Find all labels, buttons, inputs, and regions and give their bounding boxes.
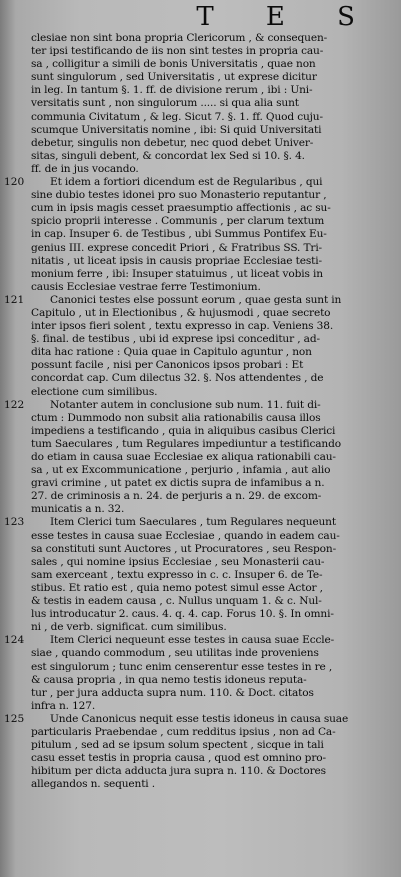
paragraph-number: 122 xyxy=(4,398,25,411)
line-text: in leg. In tantum §. 1. ff. de divisione rerum , ibi : Uni- xyxy=(31,84,313,97)
line-text: clesiae non sint bona propria Clericorum , & consequen- xyxy=(31,32,328,44)
paragraph-number: 123 xyxy=(4,516,25,529)
text-line xyxy=(4,739,397,752)
text-line xyxy=(4,543,397,556)
text-line xyxy=(4,451,397,464)
paragraph-number: 121 xyxy=(4,293,25,306)
line-text: pitulum , sed ad se ipsum solum spectent , sicque in tali xyxy=(31,739,324,752)
line-text: versitatis sunt , non singulorum ..... si qua alia sunt xyxy=(31,97,299,110)
text-line xyxy=(4,137,397,150)
line-text: in cap. Insuper 6. de Testibus , ubi Summus Pontifex Eu- xyxy=(31,228,327,241)
text-line xyxy=(4,307,397,320)
line-text: spicio proprii interesse . Communis , per clarum textum xyxy=(31,215,325,228)
text-line xyxy=(4,97,397,110)
text-line xyxy=(4,490,397,503)
line-text: particularis Praebendae , cum redditus ipsius , non ad Ca- xyxy=(31,725,336,738)
paragraph xyxy=(4,634,397,713)
paragraph-number: 125 xyxy=(4,712,25,725)
line-text: infra n. 127. xyxy=(31,699,96,712)
text-line xyxy=(4,582,397,595)
text-line xyxy=(4,412,397,425)
line-text: tur , per jura adducta supra num. 110. & Doct. citatos xyxy=(31,686,314,699)
line-text: §. final. de testibus , ubi id exprese ipsi conceditur , ad- xyxy=(31,333,320,346)
text-line xyxy=(4,255,397,268)
text-line xyxy=(4,503,397,516)
line-text: sa constituti sunt Auctores , ut Procuratores , seu Respon- xyxy=(31,542,337,555)
text-line xyxy=(4,569,397,582)
text-line xyxy=(4,464,397,477)
line-text: genius III. exprese concedit Priori , & Fratribus SS. Tri- xyxy=(31,241,322,254)
line-text: Et idem a fortiori dicendum est de Regularibus , qui xyxy=(50,176,323,189)
line-text: & testis in eadem causa , c. Nullus unquam 1. & c. Nul- xyxy=(31,595,322,608)
line-text: ter ipsi testificando de iis non sint testes in propria cau- xyxy=(31,45,324,58)
line-text: lus introducatur 2. caus. 4. q. 4. cap. Forus 10. §. In omni- xyxy=(31,608,334,621)
text-line xyxy=(4,530,397,543)
line-text: inter ipsos fieri solent , textu expresso in cap. Veniens 38. xyxy=(31,320,334,333)
line-text: Canonici testes else possunt eorum , quae gesta sunt in xyxy=(50,293,342,306)
paragraph xyxy=(4,399,397,517)
text-line xyxy=(4,621,397,634)
line-text: hibitum per dicta adducta jura supra n. 110. & Doctores xyxy=(31,765,326,778)
text-line xyxy=(4,634,397,647)
line-text: est singulorum ; tunc enim censerentur esse testes in re , xyxy=(31,660,333,673)
line-text: Item Clerici tum Saeculares , tum Regulares nequeunt xyxy=(50,516,336,529)
line-text: siae , quando commodum , seu utilitas inde proveniens xyxy=(31,647,319,660)
text-line xyxy=(4,661,397,674)
line-text: gravi crimine , ut patet ex dictis supra de infamibus a n. xyxy=(31,477,325,490)
line-text: sitas, singuli debent, & concordat lex Sed si 10. §. 4. xyxy=(31,149,305,162)
text-line xyxy=(4,765,397,778)
line-text: Unde Canonicus nequit esse testis idoneus in causa suae xyxy=(50,712,349,725)
line-text: possunt facile , nisi per Canonicos ipsos probari : Et xyxy=(31,359,304,372)
text-line xyxy=(4,516,397,529)
text-line xyxy=(4,84,397,97)
line-text: esse testes in causa suae Ecclesiae , quando in eadem cau- xyxy=(31,529,340,542)
text-line xyxy=(4,595,397,608)
text-line xyxy=(4,399,397,412)
text-line xyxy=(4,294,397,307)
text-line xyxy=(4,228,397,241)
line-text: sales , qui nomine ipsius Ecclesiae , seu Monasterii cau- xyxy=(31,555,325,568)
line-text: sa , colligitur a simili de bonis Universitatis , quae non xyxy=(31,58,316,71)
paragraph xyxy=(4,516,397,634)
text-line xyxy=(4,346,397,359)
line-text: ni , de verb. significat. cum similibus. xyxy=(31,621,227,634)
text-line xyxy=(4,189,397,202)
text-line xyxy=(4,32,397,45)
line-text: scumque Universitatis nomine , ibi: Si quid Universitati xyxy=(31,123,322,136)
text-line xyxy=(4,176,397,189)
line-text: 27. de criminosis a n. 24. de perjuris a n. 29. de excom- xyxy=(31,490,322,503)
line-text: sam exerceant , textu expresso in c. c. Insuper 6. de Te- xyxy=(31,568,323,581)
text-line xyxy=(4,477,397,490)
line-text: dita hac ratione : Quia quae in Capitulo aguntur , non xyxy=(31,346,312,359)
text-line xyxy=(4,150,397,163)
line-text: do etiam in causa suae Ecclesiae ex aliqua rationabili cau- xyxy=(31,451,336,463)
line-text: Item Clerici nequeunt esse testes in causa suae Eccle- xyxy=(50,634,335,647)
text-line xyxy=(4,386,397,399)
text-line xyxy=(4,687,397,700)
line-text: allegandos n. sequenti . xyxy=(31,778,155,791)
line-text: communia Civitatum , & leg. Sicut 7. §. 1. ff. Quod cuju- xyxy=(31,110,323,123)
text-line xyxy=(4,71,397,84)
paragraph xyxy=(4,713,397,792)
text-line xyxy=(4,268,397,281)
text-line xyxy=(4,111,397,124)
line-text: ctum : Dummodo non subsit alia rationabilis causa illos xyxy=(31,411,321,424)
text-line xyxy=(4,700,397,713)
text-line xyxy=(4,425,397,438)
line-text: concordat cap. Cum dilectus 32. §. Nos attendentes , de xyxy=(31,372,324,385)
line-text: causis Ecclesiae vestrae ferre Testimonium. xyxy=(31,280,261,293)
text-line xyxy=(4,713,397,726)
line-text: cum in ipsis magis cesset praesumptio affectionis , ac su- xyxy=(31,202,331,215)
line-text: sine dubio testes idonei pro suo Monasterio reputantur , xyxy=(31,189,327,202)
line-text: sunt singulorum , sed Universitatis , ut exprese dicitur xyxy=(31,71,317,84)
line-text: tum Saeculares , tum Regulares impediuntur a testificando xyxy=(31,437,341,450)
text-line xyxy=(4,124,397,137)
text-line xyxy=(4,242,397,255)
text-line xyxy=(4,556,397,569)
text-line xyxy=(4,359,397,372)
line-text: monium ferre , ibi: Insuper statuimus , ut liceat vobis in xyxy=(31,267,323,280)
text-line xyxy=(4,647,397,660)
text-line xyxy=(4,674,397,687)
line-text: impediens a testificando , quia in aliquibus casibus Clerici xyxy=(31,424,336,437)
line-text: casu esset testis in propria causa , quod est omnino pro- xyxy=(31,752,326,765)
text-line xyxy=(4,333,397,346)
line-text: ff. de in jus vocando. xyxy=(31,162,139,175)
text-line xyxy=(4,215,397,228)
paragraph-number: 120 xyxy=(4,176,25,189)
text-line xyxy=(4,320,397,333)
line-text: electione cum similibus. xyxy=(31,385,158,398)
paragraph xyxy=(4,32,397,176)
text-line xyxy=(4,202,397,215)
running-head: T E S xyxy=(196,2,377,32)
text-line xyxy=(4,372,397,385)
text-line xyxy=(4,778,397,791)
paragraph xyxy=(4,294,397,399)
text-line xyxy=(4,281,397,294)
line-text: & causa propria , in qua nemo testis idoneus reputa- xyxy=(31,673,307,686)
line-text: sa , ut ex Excommunicatione , perjurio , infamia , aut alio xyxy=(31,464,331,477)
line-text: nitatis , ut liceat ipsis in causis propriae Ecclesiae testi- xyxy=(31,254,322,267)
page-body xyxy=(4,32,397,791)
text-line xyxy=(4,58,397,71)
text-line xyxy=(4,752,397,765)
text-line xyxy=(4,163,397,176)
paragraph xyxy=(4,176,397,294)
line-text: stibus. Et ratio est , quia nemo potest simul esse Actor , xyxy=(31,581,323,594)
text-line xyxy=(4,45,397,58)
line-text: municatis a n. 32. xyxy=(31,503,125,516)
paragraph-number: 124 xyxy=(4,634,25,647)
line-text: Capitulo , ut in Electionibus , & hujusmodi , quae secreto xyxy=(31,306,331,319)
line-text: debetur, singulis non debetur, nec quod debet Univer- xyxy=(31,136,314,149)
text-line xyxy=(4,438,397,451)
text-line xyxy=(4,608,397,621)
line-text: Notanter autem in conclusione sub num. 11. fuit di- xyxy=(50,398,321,411)
text-line xyxy=(4,726,397,739)
